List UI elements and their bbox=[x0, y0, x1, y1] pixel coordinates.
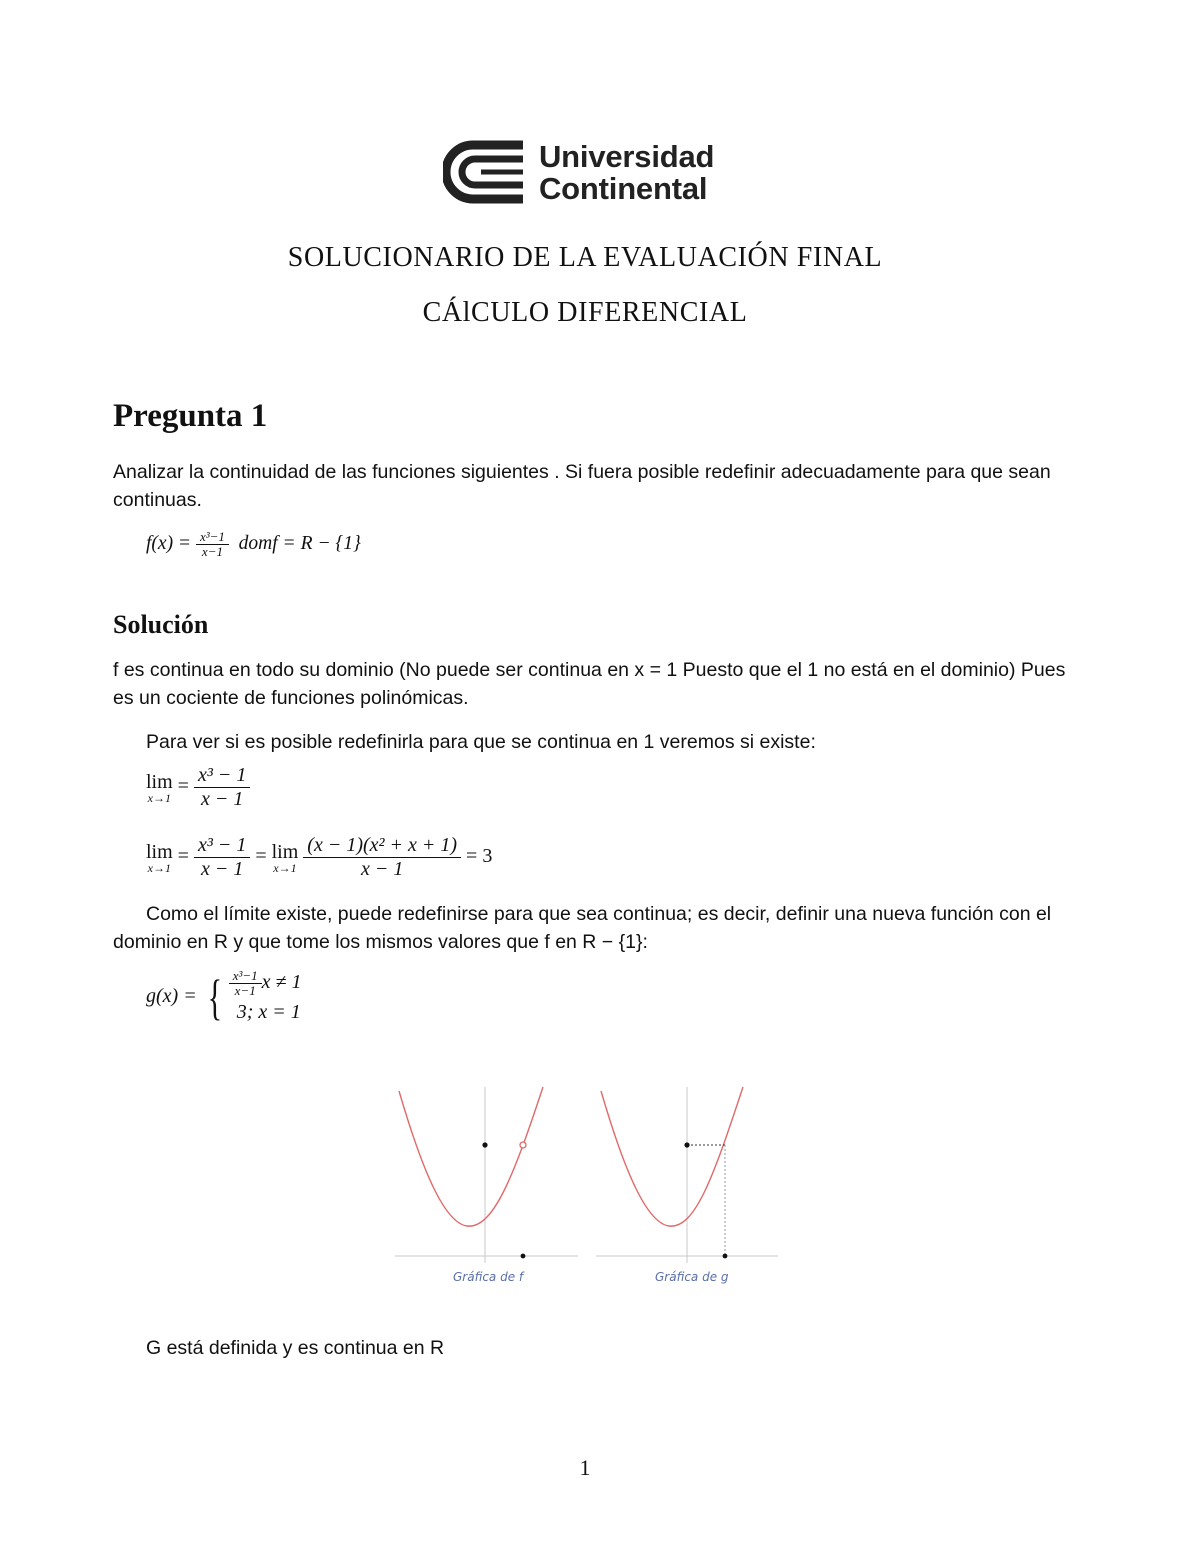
question-statement: Analizar la continuidad de las funciones siguientes . Si fuera posible redefinir adecuadamente para que sean continuas. bbox=[113, 461, 1051, 511]
point-g-value bbox=[684, 1142, 689, 1147]
page-number: 1 bbox=[579, 1455, 591, 1480]
solution-heading: Solución bbox=[113, 610, 209, 639]
parabola-f bbox=[399, 1087, 543, 1226]
limit-fraction: $\frac{\text{x³ − 1}}{x - 1}$ bbox=[194, 834, 250, 881]
university-logo bbox=[443, 137, 743, 207]
g-lhs: g(x) = bbox=[146, 985, 197, 1008]
caption-f: Gráfica de f bbox=[453, 1270, 524, 1284]
function-definition bbox=[146, 530, 1106, 559]
caption-g: Gráfica de g bbox=[655, 1270, 729, 1284]
solution-paragraph-2: Para ver si es posible redefinirla para que se continua en 1 veremos si existe: bbox=[146, 731, 816, 753]
f-domain: domf = R − {1} bbox=[238, 533, 361, 554]
piecewise-g: g(x) = { $\frac{\text{x³−1}}{x-1}$ x ≠ 1 3; x = 1 bbox=[146, 967, 302, 1025]
f-lhs: f(x) = bbox=[146, 533, 192, 554]
logo-line-2: Continental bbox=[539, 171, 708, 206]
point-f-value bbox=[482, 1142, 487, 1147]
limit-expression-1: lim x→1 = $\frac{\text{x³ − 1}}{x - 1}$ bbox=[146, 764, 250, 811]
graph-g bbox=[596, 1087, 778, 1263]
solution-paragraph-1: f es continua en todo su dominio (No puede ser continua en x = 1 Puesto que el 1 no está en el dominio) Pues es un cociente de funciones polinómicas. bbox=[113, 659, 1066, 709]
closing-statement: G está definida y es continua en R bbox=[146, 1337, 445, 1359]
graph-f bbox=[395, 1087, 578, 1263]
g-case-2: 3; x = 1 bbox=[236, 1000, 301, 1023]
question-heading: Pregunta 1 bbox=[113, 398, 268, 434]
hole-point bbox=[520, 1142, 526, 1148]
figure-graphs bbox=[393, 1083, 783, 1288]
point-x1 bbox=[521, 1254, 526, 1259]
logo-line-1: Universidad bbox=[539, 139, 715, 174]
f-fraction bbox=[196, 530, 229, 559]
continental-logo-icon bbox=[443, 139, 527, 205]
limit-expression-2: lim x→1 = $\frac{\text{x³ − 1}}{x - 1}$ = lim x→1 $\frac{\text{(x − 1)(x² + x + 1)}}{x - 1}$ = 3 bbox=[146, 834, 493, 880]
document-title: SOLUCIONARIO DE LA EVALUACIÓN FINAL bbox=[287, 242, 883, 273]
g-case-1: $\frac{\text{x³−1}}{x-1}$ x ≠ 1 bbox=[229, 968, 302, 998]
lim-operator: lim x→1 bbox=[146, 840, 173, 875]
f-numerator: x³−1 bbox=[196, 530, 229, 545]
f-denominator: x−1 bbox=[201, 544, 223, 560]
solution-paragraph-3: Como el límite existe, puede redefinirse para que sea continua; es decir, definir una nueva función con el dominio en R y que tome los mismos valores que f en R − {1}: bbox=[113, 903, 1052, 953]
factored-fraction: $\frac{\text{(x − 1)(x² + x + 1)}}{x - 1}$ bbox=[303, 834, 461, 881]
course-title: CÁlCULO DIFERENCIAL bbox=[422, 297, 748, 328]
parabola-g bbox=[601, 1087, 743, 1226]
limit-result: = 3 bbox=[466, 845, 493, 868]
lim-operator: lim x→1 bbox=[271, 840, 299, 875]
limit-fraction: $\frac{\text{x³ − 1}}{x - 1}$ bbox=[194, 764, 250, 811]
point-x1 bbox=[723, 1254, 728, 1259]
lim-operator: lim x→1 bbox=[146, 770, 173, 805]
